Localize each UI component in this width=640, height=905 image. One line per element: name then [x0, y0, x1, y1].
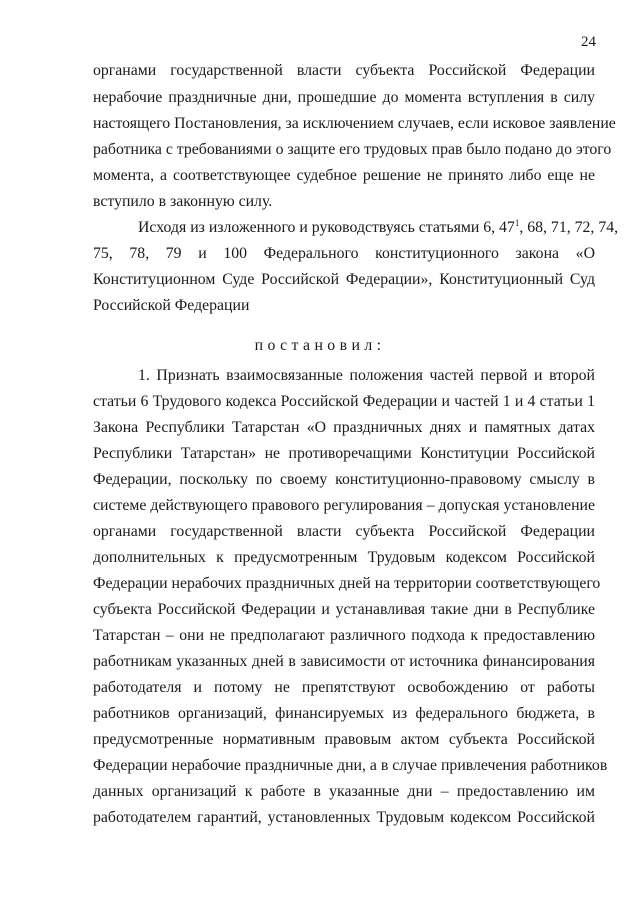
- text-line: работникам указанных дней в зависимости от источника финансирования: [93, 653, 595, 670]
- superscript: 1: [514, 218, 520, 228]
- text-line: дополнительных к предусмотренным Трудовым кодексом Российской: [93, 549, 595, 566]
- text-segment: Исходя из изложенного и руководствуясь статьями 6, 47: [138, 219, 515, 236]
- text-line: нерабочие праздничные дни, прошедшие до момента вступления в силу: [93, 89, 595, 106]
- text-line: Конституционном Суде Российской Федерации», Конституционный Суд: [93, 271, 595, 288]
- text-line: Республики Татарстан» не противоречащими Конституции Российской: [93, 445, 595, 462]
- text-line: системе действующего правового регулирования – допуская установление: [93, 497, 595, 514]
- text-line: органами государственной власти субъекта Российской Федерации: [93, 62, 595, 79]
- text-line: данных организаций к работе в указанные дни – предоставлению им: [93, 783, 595, 800]
- text-line: Федерации нерабочие праздничные дни, а в случае привлечения работников: [93, 757, 608, 774]
- text-line: работодателя и потому не препятствуют освобождению от работы: [93, 679, 595, 696]
- page-number: 24: [581, 34, 596, 50]
- text-line: момента, а соответствующее судебное решение не принято либо еще не: [93, 167, 595, 184]
- text-line: Российской Федерации: [93, 297, 250, 314]
- text-line: предусмотренные нормативным правовым актом субъекта Российской: [93, 731, 595, 748]
- text-line: работодателем гарантий, установленных Трудовым кодексом Российской: [93, 809, 595, 826]
- text-line: органами государственной власти субъекта Российской Федерации: [93, 523, 595, 540]
- text-line: Закона Республики Татарстан «О праздничных днях и памятных датах: [93, 419, 595, 436]
- text-line: статьи 6 Трудового кодекса Российской Федерации и частей 1 и 4 статьи 1: [93, 393, 595, 410]
- text-line: настоящего Постановления, за исключением случаев, если исковое заявление: [93, 115, 616, 132]
- text-line: Татарстан – они не предполагают различного подхода к предоставлению: [93, 627, 595, 644]
- text-line: субъекта Российской Федерации и устанавливая такие дни в Республике: [93, 601, 595, 618]
- text-line: вступило в законную силу.: [93, 193, 273, 210]
- text-segment: , 68, 71, 72, 74,: [519, 219, 619, 236]
- text-line: [138, 218, 619, 238]
- text-line: работников организаций, финансируемых из федерального бюджета, в: [93, 705, 595, 722]
- text-line: Федерации, поскольку по своему конституционно-правовому смыслу в: [93, 471, 595, 488]
- section-heading: постановил:: [254, 337, 386, 354]
- text-line: Федерации нерабочих праздничных дней на территории соответствующего: [93, 575, 601, 592]
- text-line: работника с требованиями о защите его трудовых прав было подано до этого: [93, 141, 612, 158]
- text-line: 1. Признать взаимосвязанные положения частей первой и второй: [138, 367, 595, 384]
- text-line: 75, 78, 79 и 100 Федерального конституционного закона «О: [93, 245, 595, 262]
